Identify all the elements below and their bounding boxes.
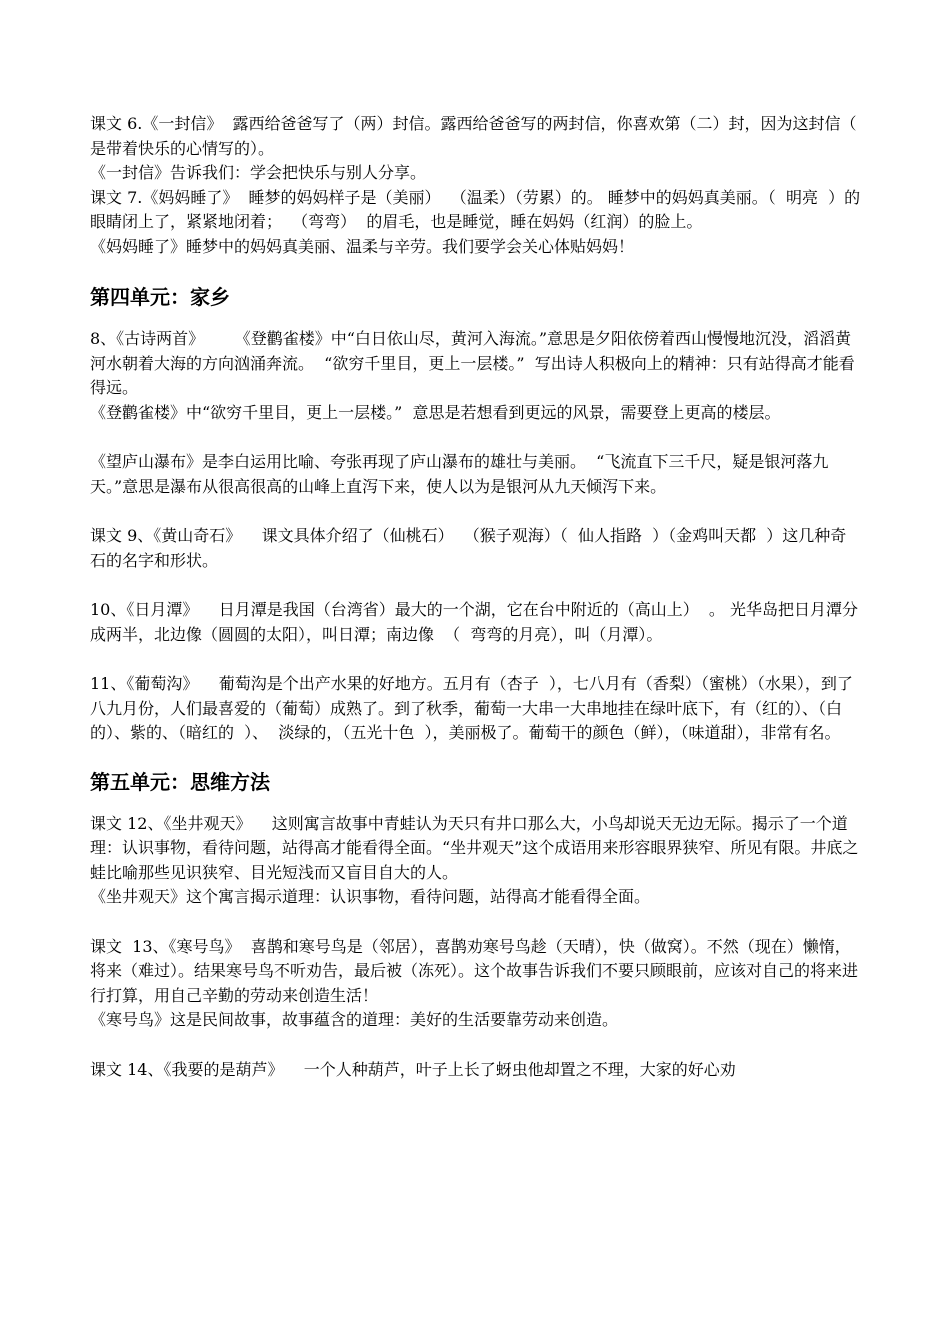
spacer [90,499,862,524]
lesson-12-summary: 《坐井观天》这个寓言揭示道理：认识事物，看待问题，站得高才能看得全面。 [90,887,651,906]
unit-4-heading: 第四单元：家乡 [90,285,230,309]
lesson-12-paragraph: 课文 12、《坐井观天》 这则寓言故事中青蛙认为天只有井口那么大，小鸟却说天无边无际。揭示了一个道理：认识事物，看待问题，站得高才能看得全面。“坐井观天”这个成语用来形容眼界狭窄、所见有限。井底之蛙比喻那些见识狭窄、目光短浅而又盲目自大的人。 [90,813,859,882]
document-page [90,112,867,1082]
lesson-7-paragraph: 课文 7.《妈妈睡了》 睡梦的妈妈样子是（美丽） （温柔）（劳累）的。 睡梦中的妈妈真美丽。（ 明亮 ）的眼睛闭上了，紧紧地闭着； （弯弯） 的眉毛，也是睡觉，睡在妈妈（红润）的脸上。 [90,187,861,231]
lesson-6-summary: 《一封信》告诉我们：学会把快乐与别人分享。 [90,163,427,182]
unit-5-heading: 第五单元：思维方法 [90,769,270,794]
lesson-10-paragraph: 10、《日月潭》 日月潭是我国（台湾省）最大的一个湖，它在台中附近的（高山上） 。 光华岛把日月潭分成两半，北边像（圆圆的太阳），叫日潭；南边像 （ 弯弯的月亮），叫（月潭）。 [90,600,858,644]
spacer [90,910,862,935]
spacer [90,647,862,672]
lesson-8-paragraph: 8、《古诗两首》 《登鹳雀楼》中“白日依山尽，黄河入海流。”意思是夕阳依傍着西山慢慢地沉没，滔滔黄河水朝着大海的方向汹涌奔流。 “欲穷千里目，更上一层楼。” 写出诗人积极向上的精神：只有站得高才能看得远。 [90,329,855,397]
lesson-13-paragraph: 课文 13、《寒号鸟》 喜鹊和寒号鸟是（邻居），喜鹊劝寒号鸟趁（天晴），快（做窝）。不然（现在）懒惰，将来（难过）。结果寒号鸟不听劝告，最后被（冻死）。这个故事告诉我们不要只顾眼前，应该对自己的将来进行打算，用自己辛勤的劳动来创造生活！ [90,936,859,1005]
spacer [90,425,862,450]
spacer [90,1033,862,1058]
lesson-11-paragraph: 11、《葡萄沟》 葡萄沟是个出产水果的好地方。五月有（杏子 ），七八月有（香梨）（蜜桃）（水果），到了八九月份，人们最喜爱的（葡萄）成熟了。到了秋季，葡萄一大串一大串地挂在绿叶底下，有（红的）、（白的）、紫的、（暗红的 ）、 淡绿的，（五光十色 ），美丽极了。葡萄干的颜色（鲜），（味道甜），非常有名。 [90,674,853,742]
lesson-9-paragraph: 课文 9、《黄山奇石》 课文具体介绍了（仙桃石） （猴子观海）（ 仙人指路 ）（金鸡叫天都 ）这几种奇石的名字和形状。 [90,526,847,570]
spacer [90,573,862,598]
lesson-8-note: 《登鹳雀楼》中“欲穷千里目，更上一层楼。” 意思是若想看到更远的风景，需要登上更高的楼层。 [90,402,781,422]
lesson-6-paragraph: 课文 6.《一封信》 露西给爸爸写了（两）封信。露西给爸爸写的两封信，你喜欢第（二）封，因为这封信（ 是带着快乐的心情写的）。 [90,114,867,158]
lesson-14-paragraph: 课文 14、《我要的是葫芦》 一个人种葫芦，叶子上长了蚜虫他却置之不理，大家的好心劝 [90,1059,736,1079]
lesson-13-summary: 《寒号鸟》这是民间故事，故事蕴含的道理：美好的生活要靠劳动来创造。 [90,1010,619,1029]
lesson-7-summary: 《妈妈睡了》睡梦中的妈妈真美丽、温柔与辛劳。我们要学会关心体贴妈妈！ [90,236,635,256]
lushan-waterfall-paragraph: 《望庐山瀑布》是李白运用比喻、夸张再现了庐山瀑布的雄壮与美丽。 “飞流直下三千尺，疑是银河落九天。”意思是瀑布从很高很高的山峰上直泻下来，使人以为是银河从九天倾泻下来。 [90,452,829,496]
